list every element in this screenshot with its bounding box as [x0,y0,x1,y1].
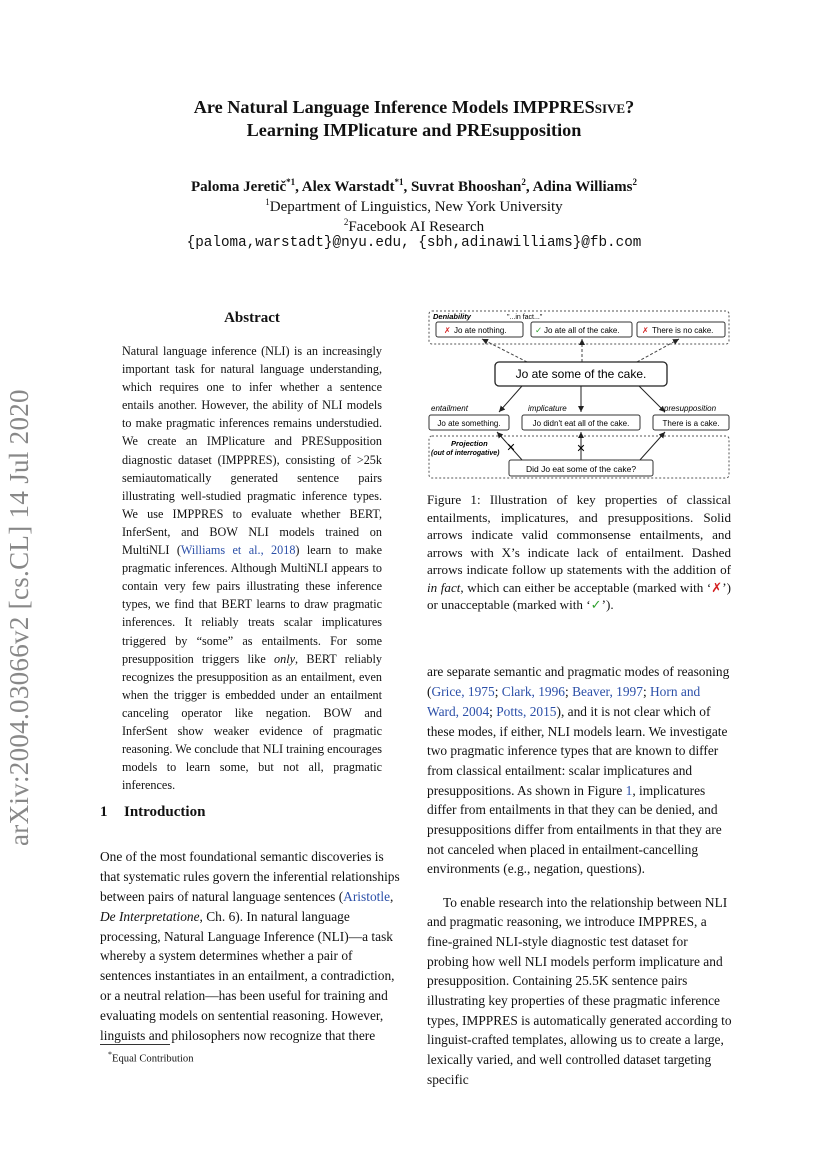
intro-paragraph: One of the most foundational semantic discoveries is that systematic rules govern the inferential relationships between pairs of natural language sentences (Aristotle, De Interpretatione, Ch. 6). In natural language processing, Natural Language Inference (NLI)—a task whereby a system determines whether a pair of sentences instantiates in an entailment, a contradiction, or a neutral relation—has been useful for training and evaluating models on sentential reasoning. However, linguists and philosophers now recognize that there [100,849,400,1043]
svg-text:Jo ate nothing.: Jo ate nothing. [454,326,507,335]
cross-icon: ✗ [642,326,649,335]
abstract-body: Natural language inference (NLI) is an increasingly important task for natural language understanding, which requires one to infer whether a sentence entails another. However, the ability of NLI models to make pragmatic inferences remains understudied. We create an IMPlicature and PRESupposition diagnostic dataset (IMPPRES), consisting of >25k semiautomatically generated sentence pairs illustrating well-studied pragmatic inference types. We use IMPPRES to evaluate whether BERT, InferSent, and BOW NLI models trained on MultiNLI (Williams et al., 2018) learn to make pragmatic inferences. Although MultiNLI appears to contain very few pairs illustrating these inference types, we find that BERT learns to draw pragmatic inferences. It reliably treats scalar implicatures triggered by “some” as entailments. For some presupposition triggers like only, BERT reliably recognizes the presupposition as an entailment, even when the trigger is embedded under an entailment canceling operator like negation. BOW and InferSent show weaker evidence of pragmatic reasoning. We conclude that NLI training encourages models to learn some, but not all, pragmatic inferences. [122,344,383,793]
title-line-2: Learning IMPlicature and PREsupposition [246,120,582,140]
deniability-label: Deniability [433,312,471,321]
solid-arrow [639,386,665,412]
figure-1-caption: Figure 1: Illustration of key properties of classical entailments, implicatures, and presuppositions. Solid arrows indicate valid commonsense entailments, and arrows with X’s indicate lack of entailment. Dashed arrows indicate follow up statements with the addition of in fact, which can either be acceptable (marked with ‘✗’) or unacceptable (marked with ‘✓’). [427,492,732,612]
svg-text:Jo ate all of the cake.: Jo ate all of the cake. [544,326,620,335]
paper-title [100,96,728,142]
footnote: *Equal Contribution [108,1050,194,1065]
affiliation-2: $^2$Facebook AI Research [343,217,485,235]
check-icon: ✓ [590,597,602,612]
citation-aristotle[interactable]: Aristotle [343,888,391,904]
title-line-1: Are Natural Language Inference Models IMPPRESsive? [193,97,635,117]
citation-horn-ward-2004[interactable]: Horn and Ward, 2004 [427,684,701,719]
svg-text:Jo ate some of the cake.: Jo ate some of the cake. [515,367,647,381]
section-heading-introduction: 1 Introduction [100,804,206,820]
check-icon: ✓ [535,325,543,335]
citation-clark-1996[interactable]: Clark, 1996 [501,684,565,700]
x-mark: ✕ [576,443,586,455]
x-mark: ✕ [506,442,516,454]
right-column-body: are separate semantic and pragmatic modes of reasoning (Grice, 1975; Clark, 1996; Beaver, 1997; Horn and Ward, 2004; Potts, 2015), and it is not clear which of these modes, if either, NLI models learn. We investigate two pragmatic inference types that are known to differ from classical entailment: scalar implicatures and presuppositions. As shown in Figure 1, implicatures differ from entailments in that they can be denied, and presuppositions differ from entailments in that they are not canceled when placed in entailment-cancelling environments (e.g., negation, questions). To enable research into the relationship between NLI and pragmatic reasoning, we introduce IMPPRES, a fine-grained NLI-style diagnostic test dataset for probing how well NLI models perform implicature and presupposition. Containing 25.5K sentence pairs illustrating key properties of these pragmatic inference types, IMPPRES is automatically generated according to linguist-crafted templates, allowing us to create a large, lexically varied, and well controlled dataset targeting specific [427,664,732,1087]
svg-text:Jo ate something.: Jo ate something. [437,419,501,428]
cross-icon: ✗ [711,579,723,595]
citation-potts-2015[interactable]: Potts, 2015 [496,703,557,719]
citation-beaver-1997[interactable]: Beaver, 1997 [572,684,643,700]
svg-text:Jo didn't eat all of the cake.: Jo didn't eat all of the cake. [532,419,630,428]
author-emails: {paloma,warstadt}@nyu.edu, {sbh,adinawilliams}@fb.com [186,235,642,251]
figure-1-reference[interactable]: 1 [625,782,633,798]
svg-text:Did Jo eat some of the cake?: Did Jo eat some of the cake? [525,464,637,474]
arxiv-sidebar: arXiv:2004.03066v2 [cs.CL] 14 Jul 2020 [4,389,34,846]
dashed-arrow [482,339,527,362]
citation-williams-2018[interactable]: Williams et al., 2018 [180,543,296,558]
in-fact-label: "...in fact..." [507,314,543,321]
projection-label: Projection [451,439,488,448]
footnote-rule [100,1044,170,1045]
citation-grice-1975[interactable]: Grice, 1975 [431,684,495,700]
dashed-arrow [637,339,679,362]
svg-text:There is a cake.: There is a cake. [662,419,720,428]
svg-text:There is no cake.: There is no cake. [652,326,714,335]
label-entailment: entailment [431,404,468,413]
abstract-heading: Abstract [224,310,280,326]
projection-sublabel: (out of interrogative) [431,450,500,457]
label-presupposition: presupposition [664,404,717,413]
author-list: Paloma Jeretič$^{*1}$, Alex Warstadt$^{*1}$, Suvrat Bhooshan$^2$, Adina Williams$^2$ [191,177,637,195]
affiliation-1: $^1$Department of Linguistics, New York University [265,197,563,215]
cross-icon: ✗ [444,326,451,335]
solid-arrow [499,386,522,412]
label-implicature: implicature [528,404,567,413]
figure-1-diagram [427,308,731,480]
